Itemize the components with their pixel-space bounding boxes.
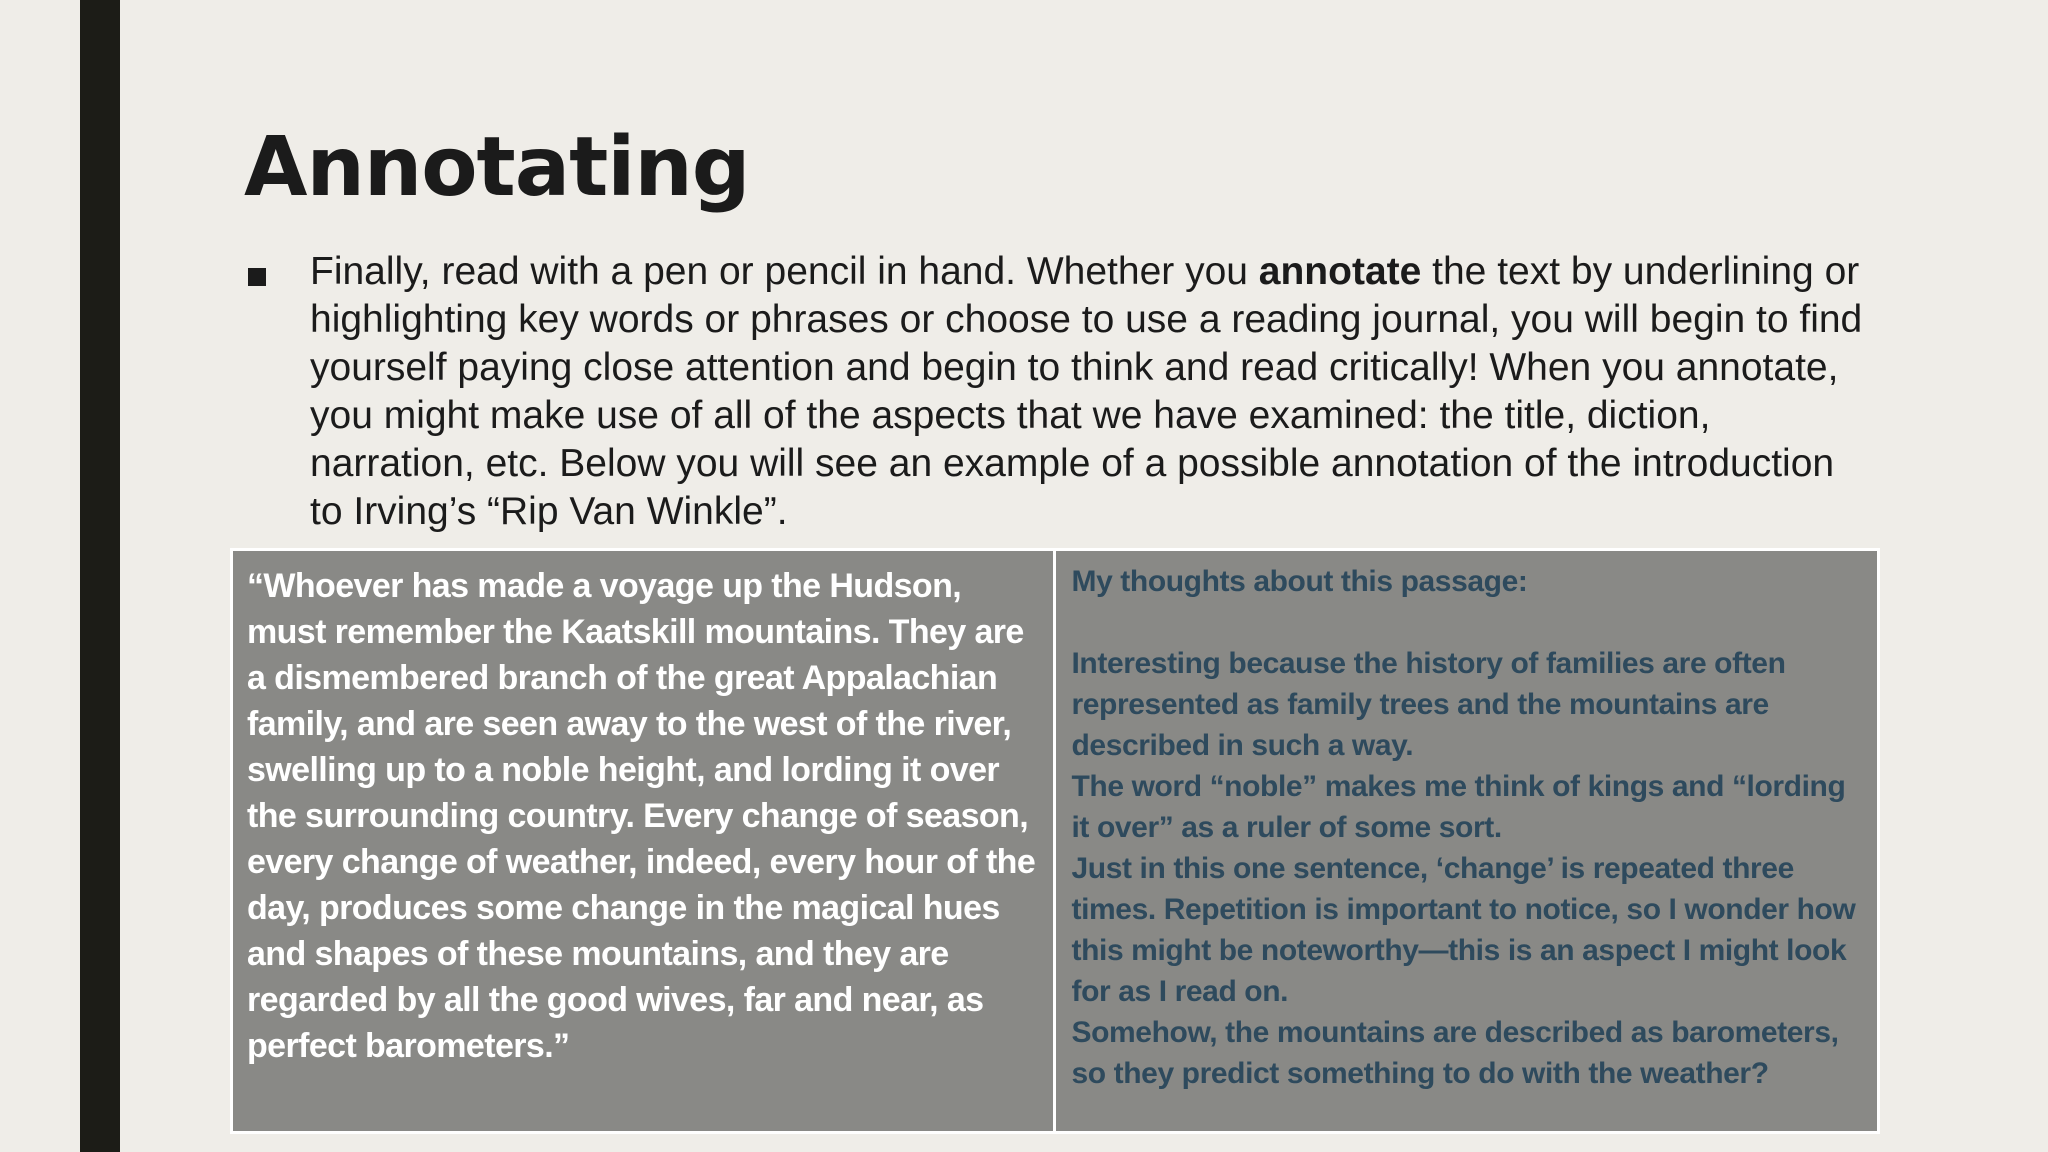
passage-text: “Whoever has made a voyage up the Hudson, must remember the Kaatskill mountains. They are a dismembered branch of the great Appalachian family, and are seen away to the west of the river, swelling up to a noble height, and lording it over the surrounding country. Every change of season, every change of weather, indeed, every hour of the day, produces some change in the magical hues and shapes of these mountains, and they are regarded by all the good wives, far and near, as perfect barometers.” bbox=[247, 567, 1036, 1065]
note-item: Somehow, the mountains are described as barometers, so they predict something to do with the weather? bbox=[1071, 1016, 1839, 1090]
bullet-text-start: Finally, read with a pen or pencil in hand. Whether you bbox=[310, 250, 1259, 293]
note-item: The word “noble” makes me think of kings and “lording it over” as a ruler of some sort. bbox=[1071, 770, 1846, 844]
bullet-paragraph bbox=[310, 248, 1870, 536]
bullet-text-end: the text by underlining or highlighting key words or phrases or choose to use a reading journal, you will begin to find yourself paying close attention and begin to think and read critically! When you annotate, you might make use of all of the aspects that we have examined: the title, diction, narration, etc. Below you will see an example of a possible annotation of the introduction to Irving’s “Rip Van Winkle”. bbox=[310, 250, 1863, 533]
note-item: Interesting because the history of families are often represented as family trees and the mountains are described in such a way. bbox=[1071, 647, 1786, 762]
notes-spacer bbox=[1072, 602, 1864, 643]
bullet-bold-word: annotate bbox=[1258, 250, 1422, 293]
note-item: Just in this one sentence, ‘change’ is repeated three times. Repetition is important to notice, so I wonder how this might be noteworthy—this is an aspect I might look for as I read on. bbox=[1071, 852, 1856, 1008]
bullet-square-icon bbox=[248, 268, 266, 286]
slide-side-bar bbox=[80, 0, 120, 1152]
passage-cell bbox=[233, 551, 1056, 1131]
annotation-table bbox=[230, 548, 1880, 1134]
notes-heading: My thoughts about this passage: bbox=[1071, 565, 1528, 598]
slide-title: Annotating bbox=[244, 120, 750, 215]
notes-cell bbox=[1056, 551, 1878, 1131]
